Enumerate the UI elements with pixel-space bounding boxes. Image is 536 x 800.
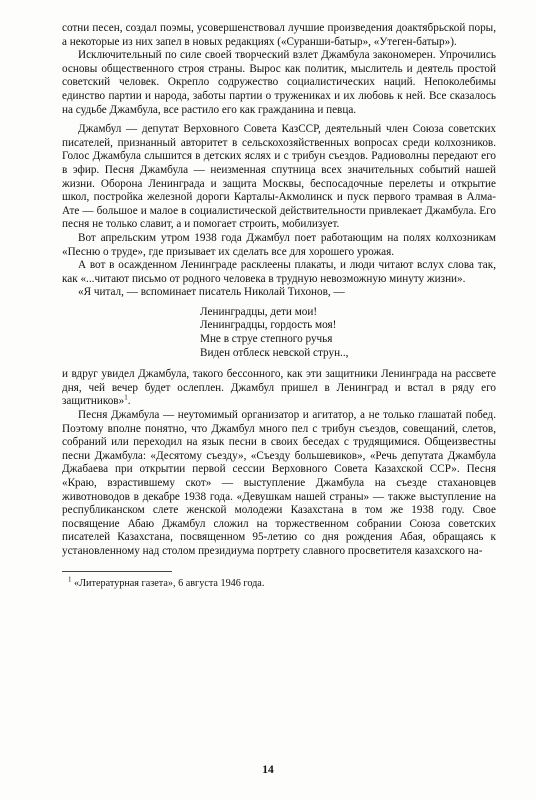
paragraph-6: «Я читал, — вспоминает писатель Николай Тихонов, —	[78, 286, 345, 299]
footnote-separator	[62, 571, 172, 572]
verse-line-3: Мне в струе степного ручья	[200, 333, 333, 346]
paragraph-after-verse	[62, 368, 496, 409]
footnote-mark: 1	[68, 575, 72, 584]
paragraph-3: Джамбул — депутат Верховного Совета КазССР, деятельный член Союза советских писателей, признанный авторитет в сельскохозяйственных вопросах среди колхозников. Голос Джамбула слышится в детских яслях и с трибун съездов. Радиоволны передают его в эфир. Песня Джамбула — неизменная спутница всех значительных событий нашей жизни. Оборона Ленинграда и защита Москвы, беспосадочные перелеты и открытие школ, постройка железной дороги Карталы-Акмолинск и пуск первого трамвая в Алма-Ате — большое и малое в социалистической действительности привлекает Джамбула. Его песня не только славит, а и помогает строить, мобилизует.	[62, 123, 496, 231]
paragraph-4: Вот апрельским утром 1938 года Джамбул поет работающим на полях колхозникам «Песню о труде», где призывает их сделать все для хорошего урожая.	[62, 231, 496, 258]
paragraph-2: Исключительный по силе своей творческий взлет Джамбула закономерен. Упрочились основы общественного строя страны. Вырос как политик, мыслитель и деятель простой советский человек. Окрепло содружество социалистических наций. Непоколебимы единство партии и народа, заботы партии о тружениках и их любовь к ней. Все сказалось на судьбе Джамбула, все растило его как гражданина и певца.	[62, 49, 496, 116]
after-verse-text: и вдруг увидел Джамбула, такого бессонного, как эти защитники Ленинграда на рассвете дня, чей вечер будет ослеплен. Джамбул пришел в Ленинград и встал в ряду его защитников»	[62, 368, 496, 408]
footnote-text: «Литературная газета», 6 августа 1946 года.	[74, 577, 265, 589]
after-verse-end: .	[127, 395, 131, 408]
paragraph-last: Песня Джамбула — неутомимый организатор и агитатор, а не только глашатай побед. Поэтому вполне понятно, что Джамбул много пел с трибун съездов, совещаний, слетов, собраний или переходил на язык песни в своих беседах с трудящимися. Общеизвестны песни Джамбула: «Десятому съезду», «Съезду большевиков», «Речь депутата Джамбула Джабаева при открытии первой сессии Верховного Совета Казахской ССР». Песня «Краю, взрастившему скот» — выступление Джамбула на съезде стахановцев животноводов в декабре 1938 года. «Девушкам нашей страны» — также выступление на республиканском слете женской молодежи Казахстана в том же 1938 году. Свое посвящение Абаю Джамбул сложил на торжественном собрании Союза советских писателей Казахстана, посвященном 95-летию со дня рождения Абая, обращаясь к установленному над столом президиума портрету славного просветителя казахского на-	[62, 409, 496, 557]
verse-line-2: Ленинградцы, гордость моя!	[200, 319, 337, 332]
page-number: 14	[262, 764, 274, 776]
verse-line-1: Ленинградцы, дети мои!	[200, 305, 318, 318]
verse-line-4: Виден отблеск невской струн..,	[200, 346, 349, 359]
footnote-reference: 1	[124, 393, 128, 402]
footnote	[62, 575, 496, 590]
verse-quote	[200, 306, 496, 360]
paragraph-5: А вот в осажденном Ленинграде расклеены плакаты, и люди читают вслух слова так, как «...читают письмо от родного человека в трудную невозможную минуту жизни».	[62, 259, 496, 285]
paragraph-1: сотни песен, создал поэмы, усовершенствовал лучшие произведения доактябрьской поры, а некоторые из них запел в новых редакциях («Суранши-батыр», «Утеген-батыр»).	[62, 22, 496, 48]
